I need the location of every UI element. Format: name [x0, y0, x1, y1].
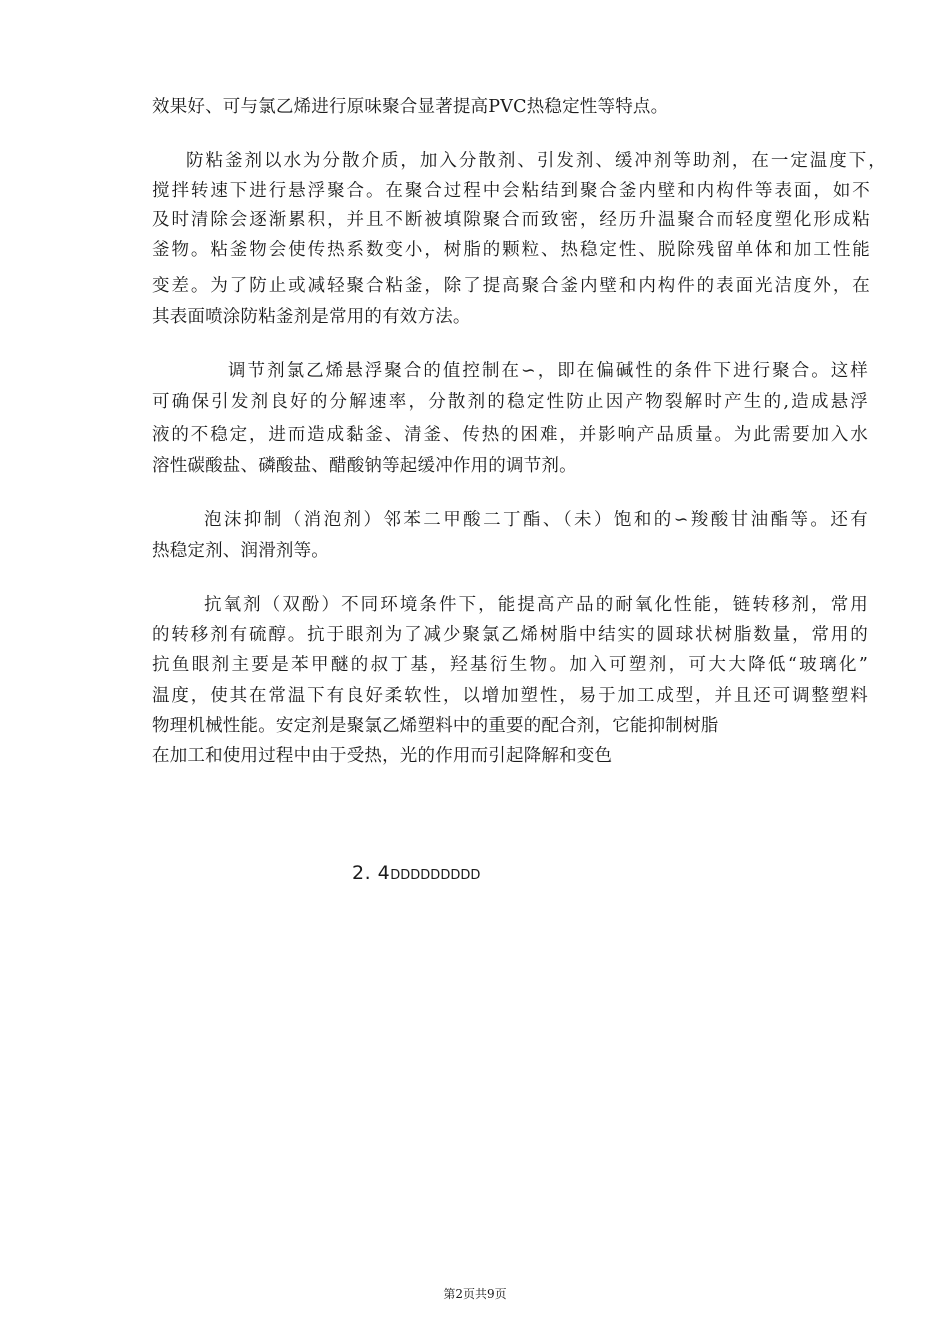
paragraph-3-line-3: 液的不稳定，进而造成黏釜、清釜、传热的困难，并影响产品质量。为此需要加入水	[152, 425, 868, 445]
paragraph-4-line-2: 热稳定剂、润滑剂等。	[152, 541, 329, 561]
paragraph-5-line-2: 的转移剂有硫醇。抗于眼剂为了减少聚氯乙烯树脂中结实的圆球状树脂数量，常用的	[152, 625, 868, 645]
page-footer: 第2页共9页	[443, 1287, 507, 1301]
paragraph-1-line-1: 效果好、可与氯乙烯进行原味聚合显著提高PVC热稳定性等特点。	[152, 97, 669, 117]
paragraph-5-line-5: 物理机械性能。安定剂是聚氯乙烯塑料中的重要的配合剂，它能抑制树脂	[152, 716, 719, 736]
paragraph-2-line-5: 变差。为了防止或减轻聚合粘釜，除了提高聚合釜内壁和内构件的表面光洁度外，在	[152, 276, 870, 296]
paragraph-5-line-6: 在加工和使用过程中由于受热，光的作用而引起降解和变色	[152, 746, 613, 766]
paragraph-2-line-2: 搅拌转速下进行悬浮聚合。在聚合过程中会粘结到聚合釜内壁和内构件等表面，如不	[152, 181, 870, 201]
paragraph-3-line-1: 调节剂氯乙烯悬浮聚合的值控制在∽，即在偏碱性的条件下进行聚合。这样	[228, 361, 868, 381]
paragraph-2-line-6: 其表面喷涂防粘釜剂是常用的有效方法。	[152, 307, 471, 327]
paragraph-5-line-1: 抗氧剂（双酚）不同环境条件下，能提高产品的耐氧化性能，链转移剂，常用	[204, 595, 868, 615]
paragraph-2-line-3: 及时清除会逐渐累积，并且不断被填隙聚合而致密，经历升温聚合而轻度塑化形成粘	[152, 210, 870, 230]
section-number: 2. 4	[352, 862, 391, 884]
paragraph-5-line-4: 温度，使其在常温下有良好柔软性，以增加塑性，易于加工成型，并且还可调整塑料	[152, 686, 868, 706]
paragraph-5-line-3: 抗鱼眼剂主要是苯甲醚的叔丁基，羟基衍生物。加入可塑剂，可大大降低“玻璃化”	[152, 655, 868, 675]
paragraph-3-line-4: 溶性碳酸盐、磷酸盐、醋酸钠等起缓冲作用的调节剂。	[152, 456, 577, 476]
paragraph-2-line-1: 防粘釜剂以水为分散介质，加入分散剂、引发剂、缓冲剂等助剂，在一定温度下，	[186, 151, 886, 171]
paragraph-2-line-4: 釜物。粘釜物会使传热系数变小，树脂的颗粒、热稳定性、脱除残留单体和加工性能	[152, 240, 870, 260]
paragraph-3-line-2: 可确保引发剂良好的分解速率，分散剂的稳定性防止因产物裂解时产生的,造成悬浮	[152, 392, 868, 412]
section-heading	[352, 862, 480, 884]
paragraph-4-line-1: 泡沫抑制（消泡剂）邻苯二甲酸二丁酯、（未）饱和的∽羧酸甘油酯等。还有	[204, 510, 868, 530]
section-title-placeholder: DDDDDDDDD	[390, 868, 481, 883]
